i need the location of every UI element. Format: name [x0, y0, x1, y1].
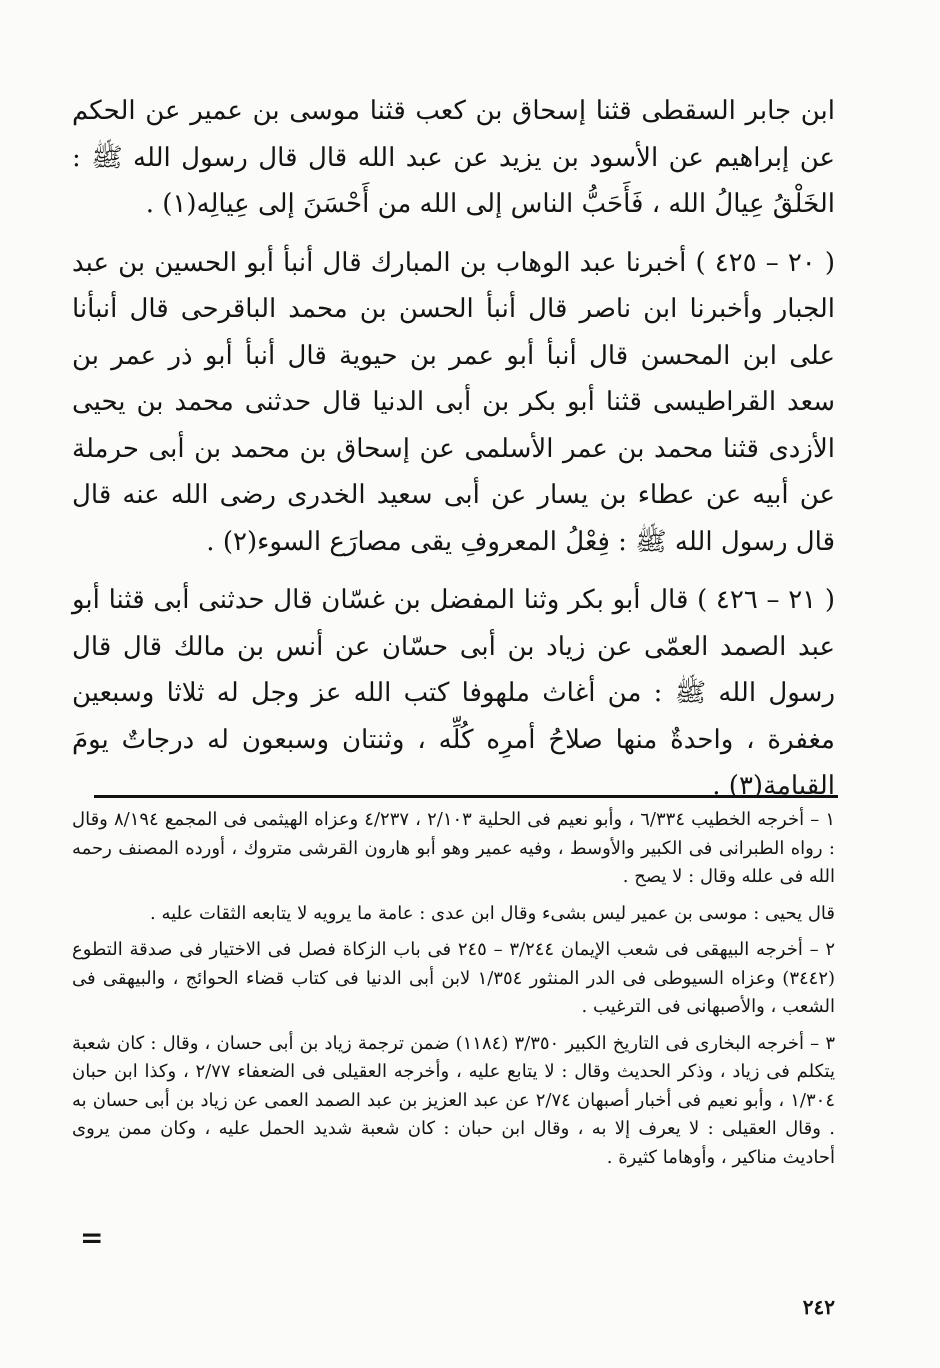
footnote-2: ٢ – أخرجه البيهقى فى شعب الإيمان ٣/٢٤٤ – ٢٤٥ فى باب الزكاة فصل فى الاختيار فى صدقة التطوع (٣٤٤٢) وعزاه السيوطى فى الدر المنثور ١/٣٥٤ لابن أبى الدنيا فى كتاب قضاء الحوائج ، والبيهقى فى الشعب ، والأصبهانى فى الترغيب . — [72, 939, 836, 1017]
main-paragraph-1: ابن جابر السقطى قثنا إسحاق بن كعب قثنا موسى بن عمير عن الحكم عن إبراهيم عن الأسود بن يزيد عن عبد الله قال قال رسول الله ﷺ : الخَلْقُ عِيالُ الله ، فَأَحَبُّ الناس إلى الله من أَحْسَنَ إلى عِيالِه(١) . — [72, 96, 835, 219]
main-text — [72, 88, 835, 810]
footnote-3: ٣ – أخرجه البخارى فى التاريخ الكبير ٣/٣٥٠ (١١٨٤) ضمن ترجمة زياد بن أبى حسان ، وقال : كان شعبة يتكلم فى زياد ، وذكر الحديث وقال : لا يتابع عليه ، وأخرجه العقيلى فى الضعفاء ٢/٧٧ ، وكذا ابن حبان ١/٣٠٤ ، وأبو نعيم فى أخبار أصبهان ٢/٧٤ عن عبد العزيز بن عبد الصمد العمى عن زياد بن أبى حسان به . وقال العقيلى : لا يعرف إلا به ، وقال ابن حبان : كان شعبة شديد الحمل عليه ، وكان ممن يروى أحاديث مناكير ، وأوهاما كثيرة . — [72, 1032, 835, 1168]
main-paragraph-2: ( ٢٠ – ٤٢٥ ) أخبرنا عبد الوهاب بن المبارك قال أنبأ أبو الحسين بن عبد الجبار وأخبرنا ابن ناصر قال أنبأ الحسن بن محمد الباقرحى قال أنبأنا على ابن المحسن قال أنبأ أبو عمر بن حيوية قال أنبأ أبو ذر عمر بن سعد القراطيسى قثنا أبو بكر بن أبى الدنيا قال حدثنى محمد بن يحيى الأزدى قثنا محمد بن عمر الأسلمى عن إسحاق بن محمد بن أبى حرملة عن أبيه عن عطاء بن يسار عن أبى سعيد الخدرى رضى الله عنه قال قال رسول الله ﷺ : فِعْلُ المعروفِ يقى مصارَع السوء(٢) . — [72, 247, 835, 557]
continuation-mark: = — [80, 1221, 104, 1254]
footnote-separator — [94, 795, 838, 798]
footnote-1: ١ – أخرجه الخطيب ٦/٣٣٤ ، وأبو نعيم فى الحلية ٢/١٠٣ ، ٤/٢٣٧ وعزاه الهيثمى فى المجمع ٨/١٩٤ وقال : رواه الطبرانى فى الكبير والأوسط ، وفيه عمير وهو أبو هارون القرشى متروك ، أورده المصنف رحمه الله فى علله وقال : لا يصح . — [72, 809, 835, 887]
main-paragraph-3: ( ٢١ – ٤٢٦ ) قال أبو بكر وثنا المفضل بن غسّان قال حدثنى أبى قثنا أبو عبد الصمد العمّى عن زياد بن أبى حسّان عن أنس بن مالك قال قال رسول الله ﷺ : من أغاث ملهوفا كتب الله عز وجل له ثلاثا وسبعين مغفرة ، واحدةٌ منها صلاحُ أمرِه كُلِّه ، وثنتان وسبعون له درجاتٌ يومَ القيامة(٣) . — [72, 585, 835, 801]
footnotes — [72, 806, 835, 1172]
page-number: ٢٤٢ — [802, 1295, 835, 1319]
footnote-1-note: قال يحيى : موسى بن عمير ليس بشىء وقال ابن عدى : عامة ما يرويه لا يتابعه الثقات عليه . — [150, 902, 835, 924]
